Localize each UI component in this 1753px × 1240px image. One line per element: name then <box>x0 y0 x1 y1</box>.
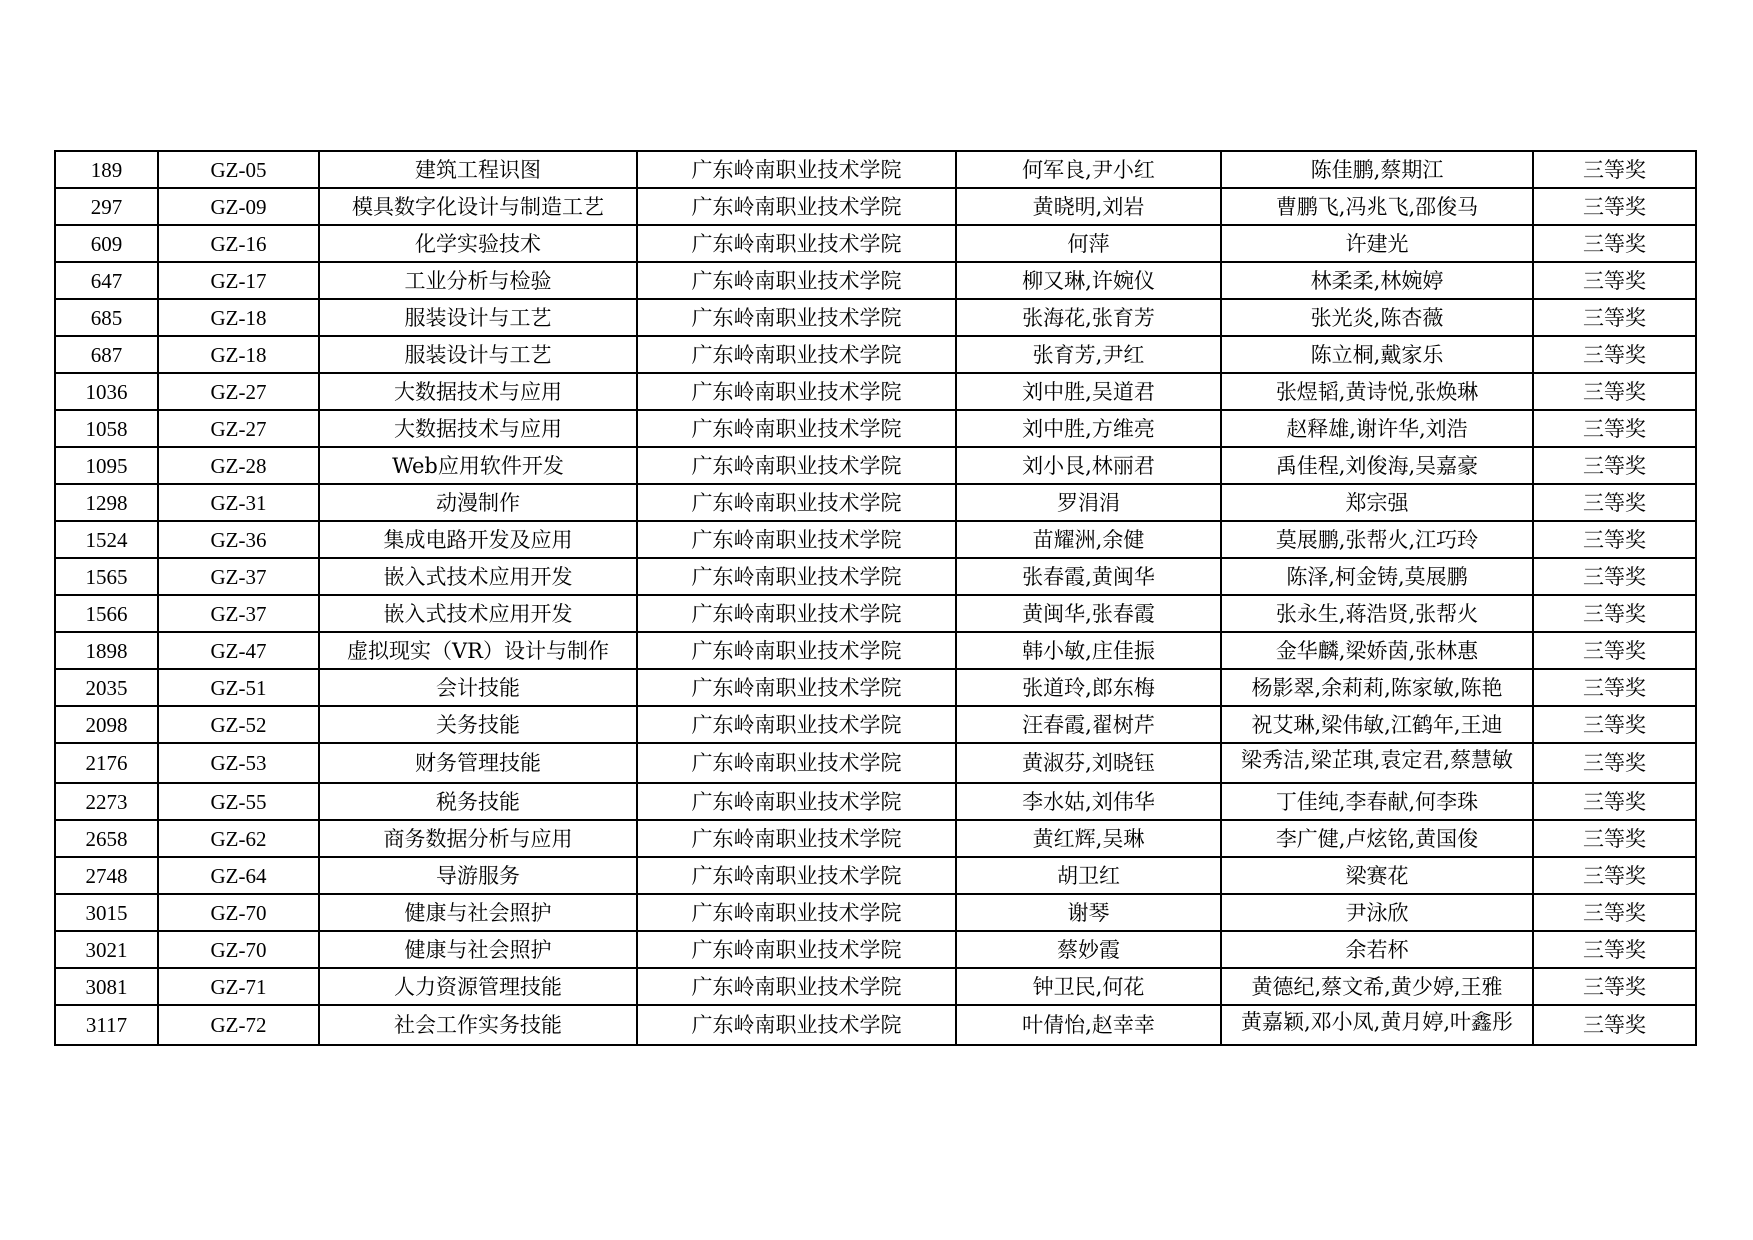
school-name-cell: 广东岭南职业技术学院 <box>637 743 956 783</box>
event-name-cell: 会计技能 <box>319 669 637 706</box>
event-name-cell: 嵌入式技术应用开发 <box>319 595 637 632</box>
award-table <box>54 150 1697 1046</box>
school-name-cell: 广东岭南职业技术学院 <box>637 484 956 521</box>
entry-number-cell: 1524 <box>55 521 158 558</box>
instructors-cell: 刘中胜,方维亮 <box>956 410 1221 447</box>
contestants-cell: 丁佳纯,李春献,何李珠 <box>1221 783 1533 820</box>
instructors-cell: 黄闽华,张春霞 <box>956 595 1221 632</box>
event-code-cell: GZ-70 <box>158 894 319 931</box>
award-level-cell: 三等奖 <box>1533 857 1696 894</box>
school-name-cell: 广东岭南职业技术学院 <box>637 225 956 262</box>
instructors-cell: 叶倩怡,赵幸幸 <box>956 1005 1221 1045</box>
contestants-cell: 陈佳鹏,蔡期江 <box>1221 151 1533 188</box>
award-level-cell: 三等奖 <box>1533 706 1696 743</box>
contestants-cell: 莫展鹏,张帮火,江巧玲 <box>1221 521 1533 558</box>
event-name-cell: 导游服务 <box>319 857 637 894</box>
event-code-cell: GZ-62 <box>158 820 319 857</box>
entry-number-cell: 1898 <box>55 632 158 669</box>
event-name-cell: 社会工作实务技能 <box>319 1005 637 1045</box>
entry-number-cell: 3015 <box>55 894 158 931</box>
instructors-cell: 蔡妙霞 <box>956 931 1221 968</box>
award-level-cell: 三等奖 <box>1533 783 1696 820</box>
event-code-cell: GZ-16 <box>158 225 319 262</box>
event-name-cell: 化学实验技术 <box>319 225 637 262</box>
contestants-cell: 许建光 <box>1221 225 1533 262</box>
instructors-cell: 刘小艮,林丽君 <box>956 447 1221 484</box>
entry-number-cell: 1095 <box>55 447 158 484</box>
contestants-cell: 杨影翠,余莉莉,陈家敏,陈艳 <box>1221 669 1533 706</box>
award-level-cell: 三等奖 <box>1533 188 1696 225</box>
event-code-cell: GZ-05 <box>158 151 319 188</box>
event-name-cell: 集成电路开发及应用 <box>319 521 637 558</box>
entry-number-cell: 647 <box>55 262 158 299</box>
event-code-cell: GZ-36 <box>158 521 319 558</box>
award-level-cell: 三等奖 <box>1533 820 1696 857</box>
entry-number-cell: 687 <box>55 336 158 373</box>
contestants-cell: 陈泽,柯金铸,莫展鹏 <box>1221 558 1533 595</box>
award-level-cell: 三等奖 <box>1533 894 1696 931</box>
instructors-cell: 张海花,张育芳 <box>956 299 1221 336</box>
event-name-cell: 人力资源管理技能 <box>319 968 637 1005</box>
event-name-cell: 模具数字化设计与制造工艺 <box>319 188 637 225</box>
table-row <box>55 595 1696 632</box>
entry-number-cell: 189 <box>55 151 158 188</box>
instructors-cell: 钟卫民,何花 <box>956 968 1221 1005</box>
school-name-cell: 广东岭南职业技术学院 <box>637 706 956 743</box>
table-row <box>55 410 1696 447</box>
table-row <box>55 336 1696 373</box>
event-name-cell: 虚拟现实（VR）设计与制作 <box>319 632 637 669</box>
school-name-cell: 广东岭南职业技术学院 <box>637 820 956 857</box>
school-name-cell: 广东岭南职业技术学院 <box>637 857 956 894</box>
event-code-cell: GZ-70 <box>158 931 319 968</box>
award-level-cell: 三等奖 <box>1533 743 1696 783</box>
award-level-cell: 三等奖 <box>1533 968 1696 1005</box>
instructors-cell: 柳又琳,许婉仪 <box>956 262 1221 299</box>
contestants-cell: 曹鹏飞,冯兆飞,邵俊马 <box>1221 188 1533 225</box>
instructors-cell: 张道玲,郎东梅 <box>956 669 1221 706</box>
event-name-cell: 健康与社会照护 <box>319 894 637 931</box>
entry-number-cell: 1298 <box>55 484 158 521</box>
entry-number-cell: 3081 <box>55 968 158 1005</box>
award-level-cell: 三等奖 <box>1533 410 1696 447</box>
contestants-cell: 李广健,卢炫铭,黄国俊 <box>1221 820 1533 857</box>
contestants-cell: 郑宗强 <box>1221 484 1533 521</box>
award-level-cell: 三等奖 <box>1533 632 1696 669</box>
event-code-cell: GZ-55 <box>158 783 319 820</box>
table-row <box>55 151 1696 188</box>
award-level-cell: 三等奖 <box>1533 225 1696 262</box>
event-code-cell: GZ-28 <box>158 447 319 484</box>
award-level-cell: 三等奖 <box>1533 595 1696 632</box>
event-name-cell: 税务技能 <box>319 783 637 820</box>
instructors-cell: 黄晓明,刘岩 <box>956 188 1221 225</box>
event-code-cell: GZ-37 <box>158 595 319 632</box>
table-row <box>55 225 1696 262</box>
instructors-cell: 李水姑,刘伟华 <box>956 783 1221 820</box>
contestants-cell: 尹泳欣 <box>1221 894 1533 931</box>
instructors-cell: 罗涓涓 <box>956 484 1221 521</box>
award-level-cell: 三等奖 <box>1533 299 1696 336</box>
award-level-cell: 三等奖 <box>1533 262 1696 299</box>
award-level-cell: 三等奖 <box>1533 336 1696 373</box>
event-name-cell: 商务数据分析与应用 <box>319 820 637 857</box>
school-name-cell: 广东岭南职业技术学院 <box>637 669 956 706</box>
table-row <box>55 632 1696 669</box>
contestants-cell: 黄嘉颖,邓小凤,黄月婷,叶鑫彤 <box>1221 1005 1533 1045</box>
instructors-cell: 何军良,尹小红 <box>956 151 1221 188</box>
school-name-cell: 广东岭南职业技术学院 <box>637 931 956 968</box>
table-row <box>55 188 1696 225</box>
table-row <box>55 820 1696 857</box>
contestants-cell: 林柔柔,林婉婷 <box>1221 262 1533 299</box>
award-level-cell: 三等奖 <box>1533 669 1696 706</box>
event-name-cell: 健康与社会照护 <box>319 931 637 968</box>
table-row <box>55 743 1696 783</box>
school-name-cell: 广东岭南职业技术学院 <box>637 521 956 558</box>
entry-number-cell: 2273 <box>55 783 158 820</box>
table-row <box>55 447 1696 484</box>
table-row <box>55 968 1696 1005</box>
school-name-cell: 广东岭南职业技术学院 <box>637 373 956 410</box>
school-name-cell: 广东岭南职业技术学院 <box>637 410 956 447</box>
entry-number-cell: 297 <box>55 188 158 225</box>
instructors-cell: 谢琴 <box>956 894 1221 931</box>
event-name-cell: Web应用软件开发 <box>319 447 637 484</box>
contestants-cell: 张永生,蒋浩贤,张帮火 <box>1221 595 1533 632</box>
contestants-cell: 禹佳程,刘俊海,吴嘉豪 <box>1221 447 1533 484</box>
table-row <box>55 484 1696 521</box>
contestants-cell: 张煜韬,黄诗悦,张焕琳 <box>1221 373 1533 410</box>
contestants-cell: 祝艾琳,梁伟敏,江鹤年,王迪 <box>1221 706 1533 743</box>
award-level-cell: 三等奖 <box>1533 521 1696 558</box>
event-code-cell: GZ-27 <box>158 373 319 410</box>
school-name-cell: 广东岭南职业技术学院 <box>637 632 956 669</box>
contestants-cell: 梁秀洁,梁芷琪,袁定君,蔡慧敏 <box>1221 743 1533 783</box>
instructors-cell: 苗耀洲,余健 <box>956 521 1221 558</box>
entry-number-cell: 2035 <box>55 669 158 706</box>
event-code-cell: GZ-17 <box>158 262 319 299</box>
school-name-cell: 广东岭南职业技术学院 <box>637 783 956 820</box>
entry-number-cell: 609 <box>55 225 158 262</box>
contestants-cell: 黄德纪,蔡文希,黄少婷,王雅 <box>1221 968 1533 1005</box>
contestants-cell: 金华麟,梁娇茵,张林惠 <box>1221 632 1533 669</box>
school-name-cell: 广东岭南职业技术学院 <box>637 151 956 188</box>
entry-number-cell: 1566 <box>55 595 158 632</box>
contestants-cell: 陈立桐,戴家乐 <box>1221 336 1533 373</box>
event-code-cell: GZ-64 <box>158 857 319 894</box>
instructors-cell: 胡卫红 <box>956 857 1221 894</box>
table-row <box>55 783 1696 820</box>
event-name-cell: 大数据技术与应用 <box>319 410 637 447</box>
contestants-cell: 梁赛花 <box>1221 857 1533 894</box>
school-name-cell: 广东岭南职业技术学院 <box>637 262 956 299</box>
entry-number-cell: 3021 <box>55 931 158 968</box>
event-name-cell: 关务技能 <box>319 706 637 743</box>
instructors-cell: 黄淑芬,刘晓钰 <box>956 743 1221 783</box>
instructors-cell: 张春霞,黄闽华 <box>956 558 1221 595</box>
award-level-cell: 三等奖 <box>1533 484 1696 521</box>
event-name-cell: 嵌入式技术应用开发 <box>319 558 637 595</box>
award-level-cell: 三等奖 <box>1533 1005 1696 1045</box>
instructors-cell: 韩小敏,庄佳振 <box>956 632 1221 669</box>
instructors-cell: 汪春霞,翟树芹 <box>956 706 1221 743</box>
table-row <box>55 262 1696 299</box>
event-code-cell: GZ-31 <box>158 484 319 521</box>
award-level-cell: 三等奖 <box>1533 558 1696 595</box>
event-code-cell: GZ-53 <box>158 743 319 783</box>
event-name-cell: 大数据技术与应用 <box>319 373 637 410</box>
school-name-cell: 广东岭南职业技术学院 <box>637 188 956 225</box>
entry-number-cell: 2748 <box>55 857 158 894</box>
event-name-cell: 财务管理技能 <box>319 743 637 783</box>
event-code-cell: GZ-52 <box>158 706 319 743</box>
event-name-cell: 动漫制作 <box>319 484 637 521</box>
table-row <box>55 931 1696 968</box>
entry-number-cell: 685 <box>55 299 158 336</box>
award-level-cell: 三等奖 <box>1533 447 1696 484</box>
award-level-cell: 三等奖 <box>1533 931 1696 968</box>
event-code-cell: GZ-27 <box>158 410 319 447</box>
entry-number-cell: 2098 <box>55 706 158 743</box>
award-table-body <box>55 151 1696 1045</box>
entry-number-cell: 2176 <box>55 743 158 783</box>
instructors-cell: 张育芳,尹红 <box>956 336 1221 373</box>
award-level-cell: 三等奖 <box>1533 151 1696 188</box>
entry-number-cell: 1565 <box>55 558 158 595</box>
school-name-cell: 广东岭南职业技术学院 <box>637 299 956 336</box>
school-name-cell: 广东岭南职业技术学院 <box>637 894 956 931</box>
event-code-cell: GZ-51 <box>158 669 319 706</box>
table-row <box>55 857 1696 894</box>
event-code-cell: GZ-18 <box>158 336 319 373</box>
school-name-cell: 广东岭南职业技术学院 <box>637 558 956 595</box>
table-row <box>55 558 1696 595</box>
contestants-cell: 赵释雄,谢许华,刘浩 <box>1221 410 1533 447</box>
entry-number-cell: 1036 <box>55 373 158 410</box>
instructors-cell: 何萍 <box>956 225 1221 262</box>
table-row <box>55 373 1696 410</box>
event-code-cell: GZ-71 <box>158 968 319 1005</box>
event-code-cell: GZ-37 <box>158 558 319 595</box>
instructors-cell: 黄红辉,吴琳 <box>956 820 1221 857</box>
event-code-cell: GZ-72 <box>158 1005 319 1045</box>
event-code-cell: GZ-09 <box>158 188 319 225</box>
contestants-cell: 张光炎,陈杏薇 <box>1221 299 1533 336</box>
table-row <box>55 299 1696 336</box>
event-name-cell: 工业分析与检验 <box>319 262 637 299</box>
instructors-cell: 刘中胜,吴道君 <box>956 373 1221 410</box>
event-name-cell: 服装设计与工艺 <box>319 299 637 336</box>
event-name-cell: 建筑工程识图 <box>319 151 637 188</box>
table-row <box>55 706 1696 743</box>
award-level-cell: 三等奖 <box>1533 373 1696 410</box>
event-code-cell: GZ-47 <box>158 632 319 669</box>
event-name-cell: 服装设计与工艺 <box>319 336 637 373</box>
school-name-cell: 广东岭南职业技术学院 <box>637 447 956 484</box>
event-code-cell: GZ-18 <box>158 299 319 336</box>
table-row <box>55 894 1696 931</box>
entry-number-cell: 1058 <box>55 410 158 447</box>
table-row <box>55 669 1696 706</box>
table-row <box>55 1005 1696 1045</box>
school-name-cell: 广东岭南职业技术学院 <box>637 968 956 1005</box>
table-row <box>55 521 1696 558</box>
school-name-cell: 广东岭南职业技术学院 <box>637 1005 956 1045</box>
contestants-cell: 余若杯 <box>1221 931 1533 968</box>
entry-number-cell: 3117 <box>55 1005 158 1045</box>
entry-number-cell: 2658 <box>55 820 158 857</box>
school-name-cell: 广东岭南职业技术学院 <box>637 595 956 632</box>
school-name-cell: 广东岭南职业技术学院 <box>637 336 956 373</box>
